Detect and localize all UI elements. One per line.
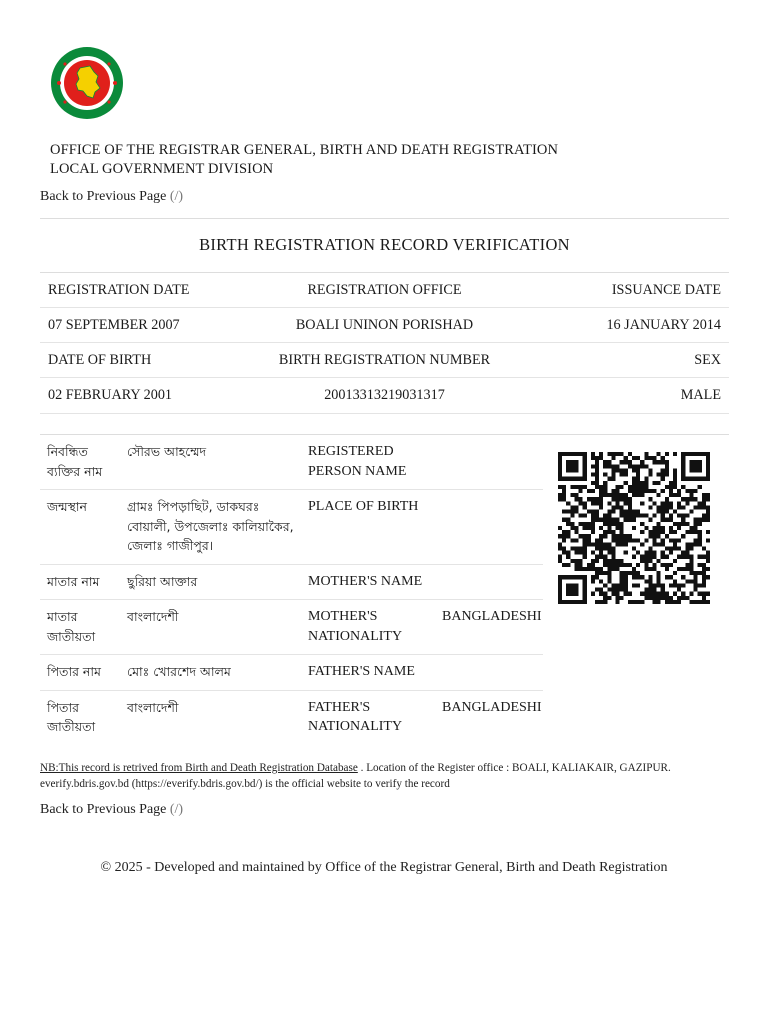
bn-label-mother-name: মাতার নাম <box>40 564 120 600</box>
bn-value-place-of-birth: গ্রামঃ পিপড়াছিট, ডাকঘরঃ বোয়ালী, উপজেলাঃ কালিয়াকৈর, জেলাঃ গাজীপুর। <box>120 490 301 565</box>
label-date-of-birth: DATE OF BIRTH <box>48 351 152 368</box>
bn-value-mother-nationality: বাংলাদেশী <box>120 600 301 655</box>
row-mother-name <box>40 564 543 600</box>
footer-copyright: © 2025 - Developed and maintained by Office of the Registrar General, Birth and Death Registration <box>100 860 668 875</box>
summary-value-row-1 <box>40 308 729 343</box>
qr-code-icon <box>558 450 710 606</box>
value-registration-date: 07 SEPTEMBER 2007 <box>48 316 180 333</box>
en-value-mother-nationality: BANGLADESHI <box>435 600 543 655</box>
label-registration-office: REGISTRATION OFFICE <box>307 281 462 298</box>
en-value-father-name <box>435 655 543 691</box>
en-label-person-name: REGISTERED PERSON NAME <box>301 435 435 490</box>
row-father-nationality <box>40 690 543 745</box>
page-title: BIRTH REGISTRATION RECORD VERIFICATION <box>199 235 570 254</box>
en-label-father-nationality: FATHER'S NATIONALITY <box>308 699 403 734</box>
note-location: . Location of the Register office : BOALI, KALIAKAIR, GAZIPUR. <box>357 762 671 774</box>
label-sex: SEX <box>694 351 721 368</box>
bn-label-father-nationality: পিতার জাতীয়তা <box>47 699 96 734</box>
government-seal-icon <box>50 46 124 120</box>
en-value-mother-name <box>435 564 543 600</box>
row-place-of-birth <box>40 490 543 565</box>
en-label-mother-nationality: MOTHER'S NATIONALITY <box>301 600 435 655</box>
back-link-label: Back to Previous Page <box>40 802 167 817</box>
back-link-bottom[interactable] <box>40 802 183 818</box>
value-registration-office: BOALI UNINON PORISHAD <box>295 316 474 333</box>
value-sex: MALE <box>680 387 721 403</box>
bn-label-person-name: নিবন্ধিত ব্যক্তির নাম <box>40 435 120 490</box>
bn-value-person-name: সৌরভ আহম্মেদ <box>120 435 301 490</box>
en-value-father-nationality: BANGLADESHI <box>442 699 542 715</box>
bn-value-mother-name: ছুরিয়া আক্তার <box>120 564 301 600</box>
back-link-path: (/) <box>169 802 184 817</box>
back-link-label: Back to Previous Page <box>40 189 167 204</box>
label-registration-date: REGISTRATION DATE <box>48 281 190 298</box>
label-birth-registration-number: BIRTH REGISTRATION NUMBER <box>278 351 491 368</box>
value-issuance-date: 16 JANUARY 2014 <box>606 316 721 333</box>
bn-value-father-name: মোঃ খোরশেদ আলম <box>120 655 301 691</box>
summary-value-row-2 <box>40 378 729 414</box>
row-father-name <box>40 655 543 691</box>
office-heading <box>50 141 558 179</box>
en-label-father-name: FATHER'S NAME <box>301 655 435 691</box>
details-table <box>40 435 543 745</box>
bn-label-mother-nationality: মাতার জাতীয়তা <box>40 600 120 655</box>
bn-value-father-nationality: বাংলাদেশী <box>127 699 179 715</box>
bn-label-place-of-birth: জন্মস্থান <box>40 490 120 565</box>
note-verify-website: everify.bdris.gov.bd (https://everify.bdris.gov.bd/) is the official website to verify the record <box>40 778 450 790</box>
en-label-mother-name: MOTHER'S NAME <box>301 564 435 600</box>
en-value-place-of-birth <box>435 490 543 565</box>
row-mother-nationality <box>40 600 543 655</box>
value-birth-registration-number: 20013313219031317 <box>324 387 445 403</box>
summary-header-row-2 <box>40 343 729 378</box>
divider-top <box>40 218 729 219</box>
back-link-top[interactable] <box>40 189 183 205</box>
row-person-name <box>40 435 543 490</box>
office-line-2: LOCAL GOVERNMENT DIVISION <box>50 161 274 177</box>
bn-label-father-name: পিতার নাম <box>40 655 120 691</box>
note-database-link[interactable]: NB:This record is retrived from Birth and Death Registration Database <box>40 762 358 774</box>
en-value-person-name <box>435 435 543 490</box>
en-label-place-of-birth: PLACE OF BIRTH <box>301 490 435 565</box>
record-note <box>40 760 740 792</box>
label-issuance-date: ISSUANCE DATE <box>611 281 721 298</box>
back-link-path: (/) <box>169 189 184 204</box>
office-line-1: OFFICE OF THE REGISTRAR GENERAL, BIRTH AND DEATH REGISTRATION <box>50 142 559 158</box>
summary-header-row-1 <box>40 273 729 308</box>
value-date-of-birth: 02 FEBRUARY 2001 <box>48 387 173 403</box>
